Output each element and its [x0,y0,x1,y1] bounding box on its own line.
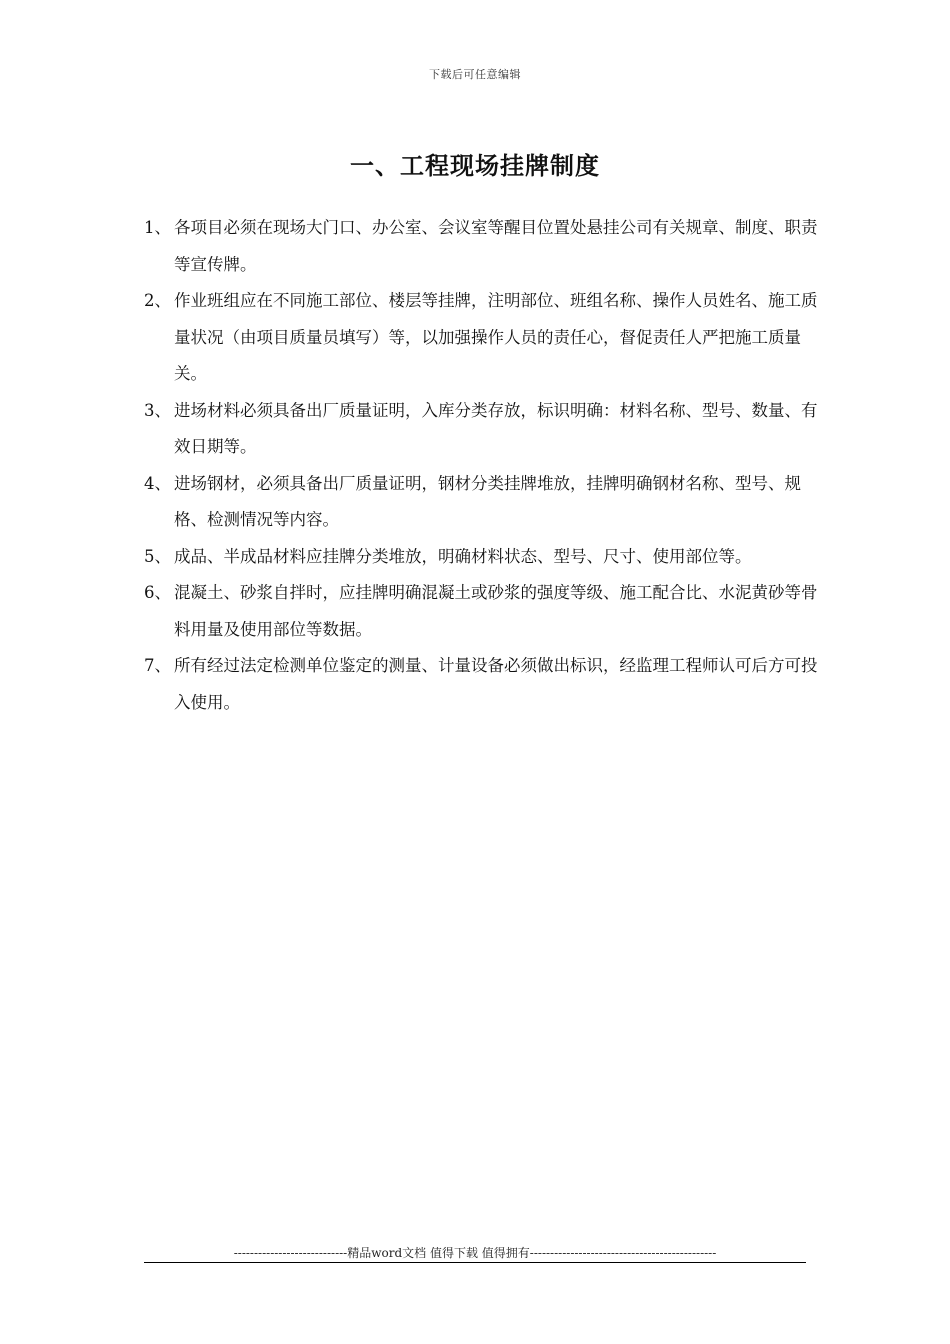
rule-item-1 [144,210,824,283]
rule-text: 进场材料必须具备出厂质量证明，入库分类存放，标识明确：材料名称、型号、数量、有效日期等。 [174,400,818,456]
rule-item-3 [144,393,824,466]
rules-list [144,210,824,721]
footer-divider [144,1262,806,1263]
page-title: 一、工程现场挂牌制度 [350,151,600,180]
rule-item-6 [144,575,824,648]
rule-number: 6、 [144,583,171,602]
rule-number: 3、 [144,400,171,420]
rule-text: 成品、半成品材料应挂牌分类堆放，明确材料状态、型号、尺寸、使用部位等。 [174,546,752,566]
rule-text: 各项目必须在现场大门口、办公室、会议室等醒目位置处悬挂公司有关规章、制度、职责等宣传牌。 [174,218,818,274]
rule-number: 5、 [144,546,171,566]
rule-text: 作业班组应在不同施工部位、楼层等挂牌，注明部位、班组名称、操作人员姓名、施工质量状况（由项目质量员填写）等，以加强操作人员的责任心，督促责任人严把施工质量关。 [174,291,818,383]
rule-item-7 [144,648,824,721]
rule-item-2 [144,283,824,393]
rule-item-5 [144,539,824,576]
footer-text: ----------------------------精品word文档 值得下载 值得拥有---------------------------------------------- [233,1246,717,1260]
rule-text: 混凝土、砂浆自拌时，应挂牌明确混凝土或砂浆的强度等级、施工配合比、水泥黄砂等骨料用量及使用部位等数据。 [174,583,818,639]
rule-text: 所有经过法定检测单位鉴定的测量、计量设备必须做出标识，经监理工程师认可后方可投入使用。 [174,656,818,712]
rule-number: 1、 [144,218,171,237]
rule-item-4 [144,466,824,539]
rule-text: 进场钢材，必须具备出厂质量证明，钢材分类挂牌堆放，挂牌明确钢材名称、型号、规格、检测情况等内容。 [174,473,801,529]
rule-number: 7、 [144,656,171,675]
rule-number: 4、 [144,473,171,493]
rule-number: 2、 [144,291,171,310]
header-note: 下载后可任意编辑 [429,68,521,81]
